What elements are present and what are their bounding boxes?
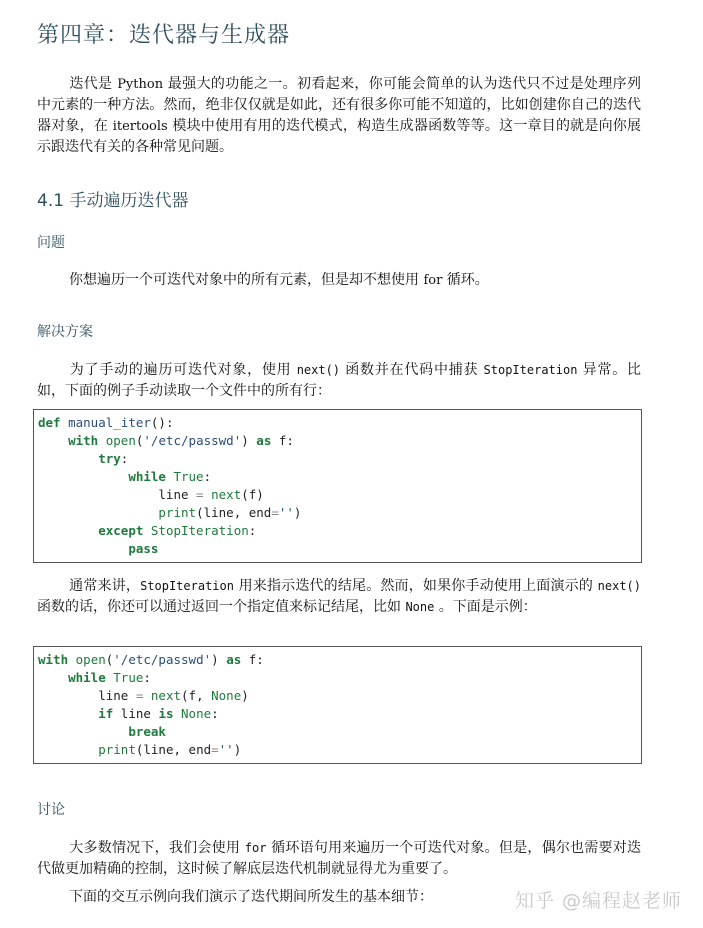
zhihu-watermark: 知乎 @编程赵老师 <box>515 890 683 912</box>
discussion-heading: 讨论 <box>37 802 65 818</box>
code-line: while True: <box>128 469 212 484</box>
code-line: line = next(f) <box>38 487 264 502</box>
text: 函数并在代码中捕获 <box>340 362 484 378</box>
text: 最强大的功能之一。初看起来，你可能会简单的认为迭代只不过是处理序列中元素的一种方法。然而，绝非仅仅就是如此，还有很多你可能不知道的，比如创建你自己的迭代器对象，在 <box>37 76 641 134</box>
code-block-next-default <box>33 646 642 764</box>
next-term: next() <box>597 579 641 593</box>
code-line: with open('/etc/passwd') as f: <box>68 433 294 448</box>
code-block-manual-iter <box>33 409 642 563</box>
code-line: print(line, end='') <box>158 505 302 520</box>
middle-paragraph <box>37 576 641 618</box>
problem-paragraph <box>37 270 641 291</box>
text: 用来指示迭代的结尾。然而，如果你手动使用上面演示的 <box>233 578 598 594</box>
for-term: for <box>423 273 443 288</box>
none-term: None <box>405 600 435 614</box>
text: 迭代是 <box>69 76 118 92</box>
next-term: next() <box>296 363 341 377</box>
discussion-paragraph-2 <box>37 887 497 908</box>
code-line: break <box>128 724 166 739</box>
discussion-paragraph <box>37 838 641 880</box>
text: 循环语句用来遍历一个可迭代对象。但是，偶尔也需要对迭代做更加精确的控制，这时候了解底层迭代机制就显得尤为重要了。 <box>37 840 642 877</box>
text: 循环。 <box>442 272 489 288</box>
problem-heading: 问题 <box>37 235 65 251</box>
solution-paragraph <box>37 360 641 402</box>
code-line: line = next(f, None) <box>38 688 249 703</box>
text: 模块中使用有用的迭代模式，构造生成器函数等等。这一章目的就是向你展示跟迭代有关的各种常见问题。 <box>37 118 641 155</box>
text: 函数的话，你还可以通过返回一个指定值来标记结尾，比如 <box>37 599 406 615</box>
text: 你想遍历一个可迭代对象中的所有元素，但是却不想使用 <box>69 272 424 288</box>
text: 。下面是示例： <box>434 599 537 615</box>
for-term: for <box>244 841 267 855</box>
text: 异常。比如，下面的例子手动读取一个文件中的所有行： <box>37 362 642 399</box>
code-line: print(line, end='') <box>98 742 242 757</box>
code-line: pass <box>128 541 159 556</box>
code-line: with open('/etc/passwd') as f: <box>38 652 264 667</box>
text: 通常来讲， <box>69 578 141 594</box>
section-title: 4.1 手动遍历迭代器 <box>37 191 189 211</box>
solution-heading: 解决方案 <box>37 324 93 340</box>
stopiteration-term: StopIteration <box>483 363 578 377</box>
text: 下面的交互示例向我们演示了迭代期间所发生的基本细节： <box>69 889 433 905</box>
code-line: while True: <box>68 670 151 685</box>
text: 大多数情况下，我们会使用 <box>69 840 245 856</box>
code-line: def manual_iter(): <box>38 415 174 430</box>
stopiteration-term: StopIteration <box>140 579 234 593</box>
code-line: except StopIteration: <box>98 523 257 538</box>
chapter-title: 第四章：迭代器与生成器 <box>37 23 291 48</box>
code-line: if line is None: <box>98 706 219 721</box>
python-term: Python <box>117 77 164 92</box>
itertools-term: itertools <box>112 119 168 134</box>
text: 为了手动的遍历可迭代对象，使用 <box>69 362 297 378</box>
code-line: try: <box>98 451 129 466</box>
intro-paragraph <box>37 74 641 158</box>
